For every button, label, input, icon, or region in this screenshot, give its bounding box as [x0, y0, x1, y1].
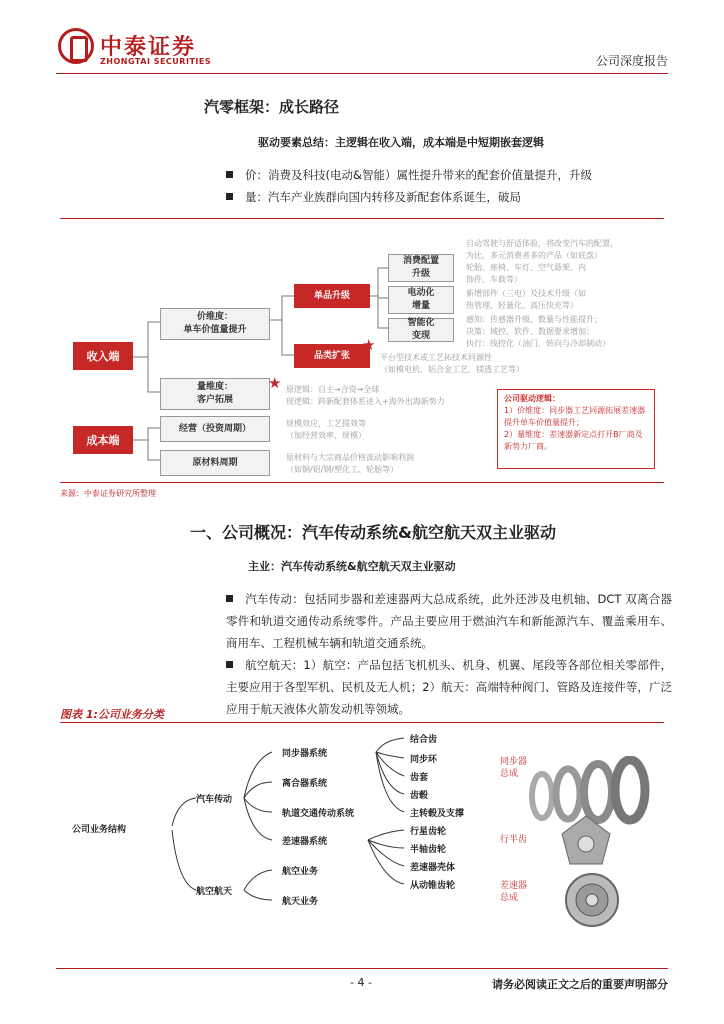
- category-expand-box: 品类扩张: [294, 344, 370, 368]
- gear-image: [556, 812, 616, 872]
- logo-text: 中泰证券: [100, 35, 197, 60]
- revenue-box: 收入端: [73, 342, 133, 370]
- section-title: 汽零框架：成长路径: [204, 98, 340, 116]
- tree-l2-item: 差速器系统: [282, 837, 328, 847]
- note-electric: 新增部件（三电）及技术升级（如 热管理、轻量化、高压快充等）: [466, 289, 586, 310]
- note-raw-material: 原材料与大宗商品价格波动影响利润 （如铜/铝/钢/塑化工、轮胎等）: [286, 453, 414, 474]
- paragraph-aero: 航空航天：1）航空：产品包括飞机机头、机身、机翼、尾段等各部位相关零部件，主要应用于各型军机、民机及无人机；2）航天：高端特种阀门、管路及连接件等，广泛应用于航天液体火箭发动机等领域。: [226, 658, 672, 716]
- operation-box: 经营（投资周期）: [160, 416, 270, 442]
- tree-l2-item: 同步器系统: [282, 749, 328, 759]
- bullet-item: 量：汽车产业族群向国内转移及新配套体系诞生，破局: [226, 186, 521, 208]
- star-icon: ★: [362, 336, 376, 354]
- star-icon: ★: [268, 374, 282, 392]
- tree-l3-item: 同步环: [410, 755, 438, 765]
- tree-l3-item: 主转毂及支撑: [410, 809, 465, 819]
- tree-l3-item: 齿套: [410, 773, 429, 783]
- tree-l3-item: 半轴齿轮: [410, 845, 447, 855]
- differential-image: [552, 870, 632, 930]
- image-label: 差速器 总成: [500, 881, 528, 903]
- paragraph-auto: 汽车传动：包括同步器和差速器两大总成系统，此外还涉及电机轴、DCT 双离合器零件和轨道交通传动系统零件。产品主要应用于燃油汽车和新能源汽车、覆盖乘用车、商用车、工程机械车辆和轨道交通系统。: [226, 592, 672, 650]
- tree-root: 公司业务结构: [72, 825, 127, 835]
- intelligent-box: 智能化 变现: [388, 318, 454, 342]
- bullet-item: 价：消费及科技(电动&智能）属性提升带来的配套价值量提升，升级: [226, 164, 592, 186]
- note-volume: 原逻辑：自主→合资→全球 现逻辑：跨新配套体系进入+海外出海新势力: [286, 385, 445, 406]
- product-upgrade-box: 单品升级: [294, 284, 370, 308]
- section-heading: 一、公司概况：汽车传动系统&航空航天双主业驱动: [190, 523, 556, 542]
- driver-logic-callout: 公司驱动逻辑： 1）价维度：同步器工艺同源拓展差速器提升单车价值量提升； 2）量维度：差速器新定点打开B厂商及新势力厂商。: [497, 389, 655, 469]
- logo-text-en: ZHONGTAI SECURITIES: [100, 57, 212, 66]
- cost-box: 成本端: [73, 426, 133, 454]
- page-number: - 4 -: [350, 976, 372, 989]
- consumer-upgrade-box: 消费配置 升级: [388, 254, 454, 282]
- volume-dimension-box: 量维度： 客户拓展: [160, 378, 270, 410]
- price-dimension-box: 价维度： 单车价值量提升: [160, 308, 270, 340]
- note-intelligent: 感知：传感器升级、数量与性能提升； 决策：域控、软件、数据要求增加； 执行：线控化（油门、转向与冷却制动）: [466, 315, 610, 348]
- source-note: 来源：中泰证券研究所整理: [60, 489, 156, 498]
- image-label: 同步器 总成: [500, 757, 528, 779]
- tree-l1-auto: 汽车传动: [196, 795, 233, 805]
- section-subtitle: 主业：汽车传动系统&航空航天双主业驱动: [248, 560, 456, 573]
- tree-l2-item: 航空业务: [282, 867, 319, 877]
- tree-l3-item: 行星齿轮: [410, 827, 447, 837]
- tree-l2-item: 轨道交通传动系统: [282, 809, 355, 819]
- disclaimer: 请务必阅读正文之后的重要声明部分: [492, 978, 668, 991]
- tree-l1-aero: 航空航天: [196, 887, 233, 897]
- section-subtitle: 驱动要素总结：主逻辑在收入端，成本端是中短期嵌套逻辑: [258, 136, 544, 149]
- report-type: 公司深度报告: [595, 54, 668, 68]
- note-consumer: 自动驾驶与舒适体验，将改变汽车的配置， 为比，多元消费者多的产品（如底盘） 轮胎、座椅、车灯、空气悬架、内 饰件，车载等）: [466, 239, 618, 284]
- footer-divider: [56, 968, 668, 969]
- tree-l3-item: 从动锥齿轮: [410, 881, 456, 891]
- tree-l2-item: 航天业务: [282, 897, 319, 907]
- tree-l3-item: 齿毂: [410, 791, 429, 801]
- figure-caption: 图表 1:公司业务分类: [60, 708, 164, 721]
- note-category: 平台型技术或工艺拓技术同源性 （如模电机、铝合金工艺、镁透工艺等）: [380, 353, 524, 374]
- tree-l2-item: 离合器系统: [282, 779, 328, 789]
- electric-box: 电动化 增量: [388, 286, 454, 314]
- note-operation: 规模效应，工艺提效等 （加经营效率、规模）: [286, 419, 366, 440]
- image-label: 行半齿: [500, 835, 528, 845]
- raw-material-box: 原材料周期: [160, 450, 270, 476]
- tree-l3-item: 结合齿: [410, 735, 438, 745]
- tree-l3-item: 差速器壳体: [410, 863, 456, 873]
